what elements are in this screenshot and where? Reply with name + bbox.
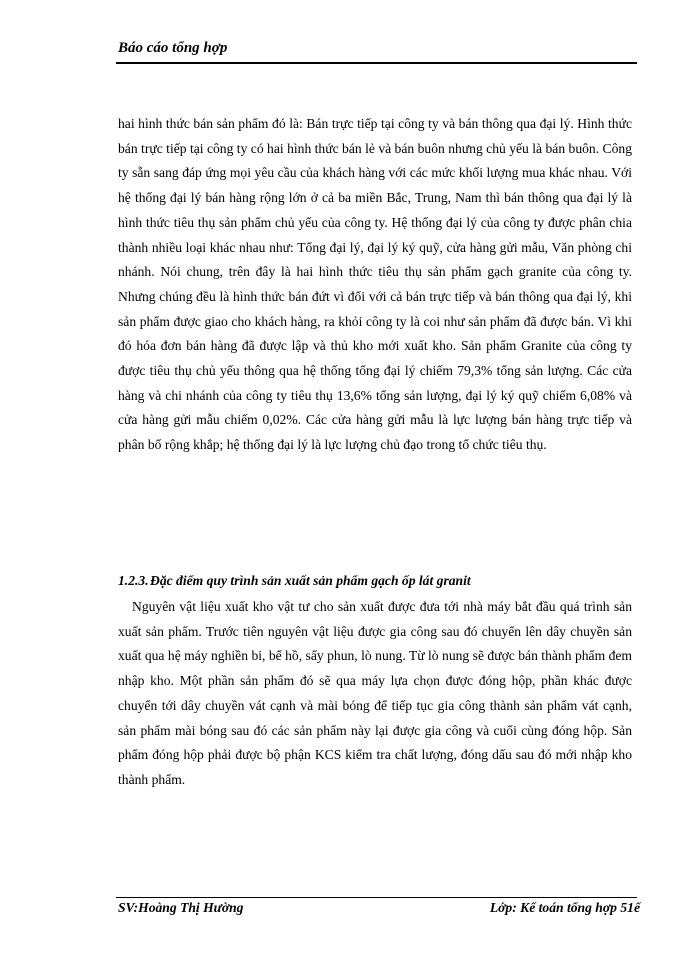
- section-title: Đặc điểm quy trình sản xuất sản phẩm gạch ốp lát granit: [150, 573, 471, 588]
- footer-class-label: Lớp: Kế toán tổng hợp 51: [489, 900, 634, 915]
- footer-student-name: SV:Hoàng Thị Hường: [118, 900, 244, 915]
- page-header-title: Báo cáo tổng hợp: [118, 40, 228, 56]
- header-divider: [116, 62, 637, 64]
- body-paragraph-2: Nguyên vật liệu xuất kho vật tư cho sản xuất được đưa tới nhà máy bắt đầu quá trình sản xuất sản phẩm. Trước tiên nguyên vật liệu được gia công sau đó chuyển lên dây chuyền sản xuất qua hệ máy nghiền bi, bể hồ, sấy phun, lò nung. Từ lò nung sẽ được bán thành phẩm đem nhập kho. Một phần sản phẩm đó sẽ qua máy lựa chọn được đóng hộp, phần khác được chuyển tới dây chuyền vát cạnh và mài bóng để tiếp tục gia công thành sản phẩm vát cạnh, sản phẩm mài bóng sau đó các sản phẩm này lại được gia công và cuối cùng đóng hộp. Sản phẩm đóng hộp phải được bộ phận KCS kiểm tra chất lượng, đóng dấu sau đó mới nhập kho thành phẩm.: [118, 599, 632, 787]
- body-paragraph-1: hai hình thức bán sản phẩm đó là: Bán trực tiếp tại công ty và bán thông qua đại lý. Hình thức bán trực tiếp tại công ty có hai hình thức bán lẻ và bán buôn nhưng chủ yếu là bán buôn. Công ty sẵn sang đáp ứng mọi yêu cầu của khách hàng với các mức khối lượng mua khác nhau. Với hệ thống đại lý bán hàng rộng lớn ở cả ba miền Bắc, Trung, Nam thì bán thông qua đại lý là hình thức tiêu thụ sản phẩm chủ yếu của công ty. Hệ thống đại lý của công ty được phân chia thành nhiều loại khác nhau như: Tổng đại lý, đại lý ký quỹ, cửa hàng gửi mẫu, Văn phòng chi nhánh. Nói chung, trên đây là hai hình thức tiêu thụ sản phẩm gạch granite của công ty. Nhưng chúng đều là hình thức bán đứt vì đối với cả bán trực tiếp và bán thông qua đại lý, khi sản phẩm được giao cho khách hàng, ra khỏi công ty là coi như sản phẩm đã được bán. Vì khi đó hóa đơn bán hàng đã được lập và thủ kho mới xuất kho. Sản phẩm Granite của công ty được tiêu thụ chủ yếu thông qua hệ thống tổng đại lý chiếm 79,3% tổng sản lượng. Các cửa hàng và chi nhánh của công ty tiêu thụ 13,6% tổng sản lượng, đại lý ký quỹ chiếm 6,08% và cửa hàng gửi mẫu chiếm 0,02%. Các cửa hàng gửi mẫu là lực lượng bán hàng trực tiếp và phân bổ rộng khắp; hệ thống đại lý là lực lượng chủ đạo trong tổ chức tiêu thụ.: [118, 116, 632, 453]
- footer-divider: [116, 897, 637, 898]
- section-number: 1.2.3.: [118, 573, 149, 588]
- section-heading: [118, 569, 632, 593]
- footer-class: [490, 900, 640, 916]
- footer-page-mark: ể: [633, 900, 640, 915]
